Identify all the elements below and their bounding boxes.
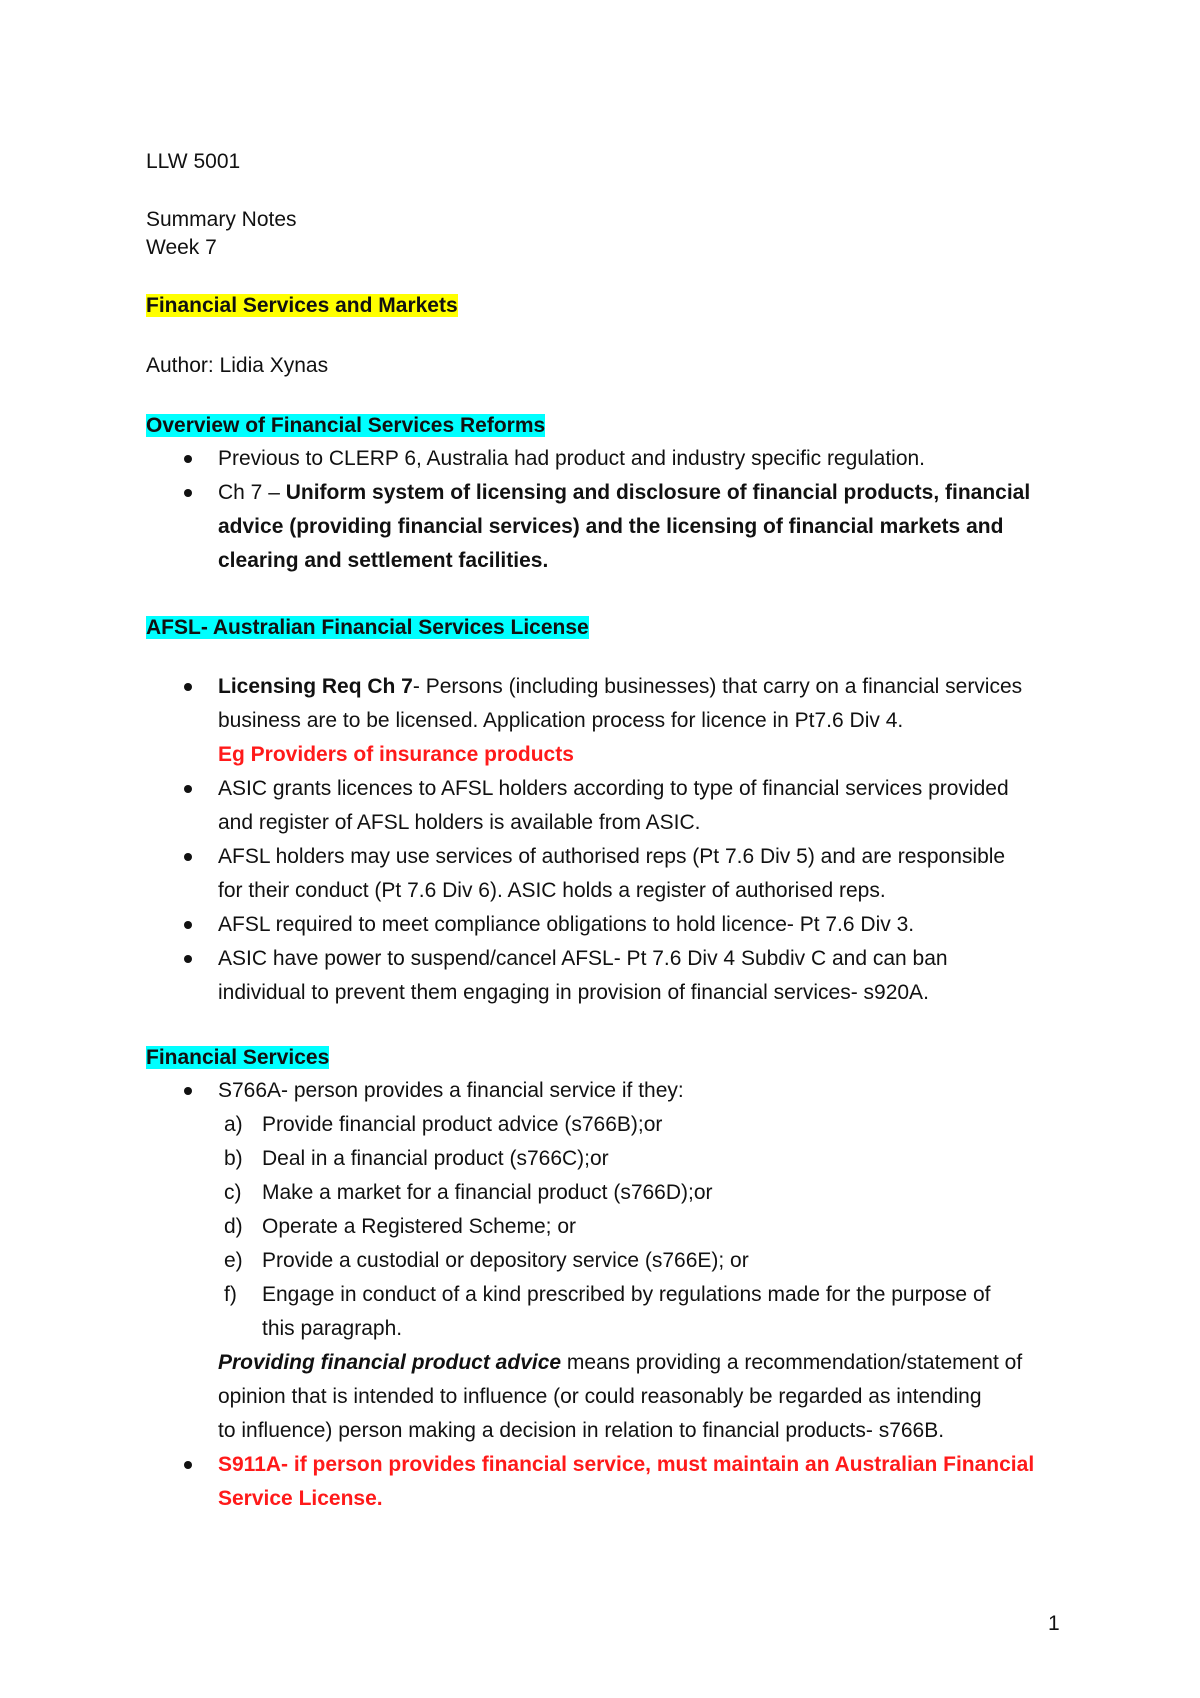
fs-definition-line-2: opinion that is intended to influence (or could reasonably be regarded as intending (218, 1385, 982, 1408)
fs-heading (146, 1044, 329, 1072)
afsl-bullet-1-line-2: business are to be licensed. Application process for licence in Pt7.6 Div 4. (218, 709, 904, 732)
list-item: Provide a custodial or depository service (s766E); or (262, 1249, 749, 1272)
afsl-bullet-2: ASIC grants licences to AFSL holders according to type of financial services provided (218, 777, 1009, 800)
overview-heading (146, 412, 545, 440)
bullet-icon (184, 853, 192, 861)
page-number: 1 (1048, 1612, 1060, 1635)
doc-subtitle: Summary Notes (146, 208, 297, 231)
fs-bullet-1: S766A- person provides a financial service if they: (218, 1079, 684, 1102)
author-line: Author: Lidia Xynas (146, 354, 329, 377)
overview-bullet-2 (218, 476, 1030, 510)
bullet-icon (184, 1087, 192, 1095)
afsl-heading-text: AFSL- Australian Financial Services License (146, 616, 589, 639)
topic-heading-text: Financial Services and Markets (146, 294, 458, 317)
list-letter: c) (224, 1181, 242, 1204)
list-item: Make a market for a financial product (s766D);or (262, 1181, 713, 1204)
overview-bullet-1: Previous to CLERP 6, Australia had product and industry specific regulation. (218, 447, 926, 470)
afsl-bullet-5-line-2: individual to prevent them engaging in provision of financial services- s920A. (218, 981, 929, 1004)
list-item-continuation: this paragraph. (262, 1317, 403, 1340)
course-code: LLW 5001 (146, 150, 241, 173)
list-letter: b) (224, 1147, 243, 1170)
bullet-icon (184, 785, 192, 793)
bullet-icon (184, 955, 192, 963)
overview-b2-prefix: Ch 7 – (218, 481, 286, 504)
afsl-bullet-5: ASIC have power to suspend/cancel AFSL- Pt 7.6 Div 4 Subdiv C and can ban (218, 947, 948, 970)
list-letter: f) (224, 1283, 237, 1306)
bullet-icon (184, 489, 192, 497)
bullet-icon (184, 1461, 192, 1469)
overview-b2-bold: Uniform system of licensing and disclosure of financial products, financial (285, 481, 1031, 504)
afsl-bullet-1-example: Eg Providers of insurance products (218, 743, 574, 766)
bullet-icon (184, 683, 192, 691)
bullet-icon (184, 455, 192, 463)
afsl-bullet-2-line-2: and register of AFSL holders is available from ASIC. (218, 811, 701, 834)
fs-definition-term: Providing financial product advice (218, 1351, 562, 1374)
list-item: Provide financial product advice (s766B);or (262, 1113, 663, 1136)
overview-bullet-2-line-2: advice (providing financial services) and the licensing of financial markets and (218, 515, 1004, 538)
fs-heading-text: Financial Services (146, 1046, 330, 1069)
afsl-heading (146, 614, 589, 642)
week-label: Week 7 (146, 236, 217, 259)
list-item: Deal in a financial product (s766C);or (262, 1147, 609, 1170)
list-letter: e) (224, 1249, 243, 1272)
fs-definition (218, 1346, 1022, 1380)
overview-heading-text: Overview of Financial Services Reforms (146, 414, 546, 437)
overview-bullet-2-line-3: clearing and settlement facilities. (218, 549, 549, 572)
list-letter: a) (224, 1113, 243, 1136)
fs-definition-text: means providing a recommendation/statement of (561, 1351, 1023, 1374)
list-item: Operate a Registered Scheme; or (262, 1215, 576, 1238)
afsl-bullet-4: AFSL required to meet compliance obligations to hold licence- Pt 7.6 Div 3. (218, 913, 915, 936)
afsl-bullet-1 (218, 670, 1022, 704)
list-letter: d) (224, 1215, 243, 1238)
list-item: Engage in conduct of a kind prescribed by regulations made for the purpose of (262, 1283, 991, 1306)
fs-bullet-2: S911A- if person provides financial service, must maintain an Australian Financial (218, 1453, 1035, 1476)
bullet-icon (184, 921, 192, 929)
afsl-b1-bold: Licensing Req Ch 7 (218, 675, 413, 698)
fs-definition-line-3: to influence) person making a decision in relation to financial products- s766B. (218, 1419, 945, 1442)
afsl-bullet-3: AFSL holders may use services of authorised reps (Pt 7.6 Div 5) and are responsible (218, 845, 1006, 868)
fs-bullet-2-line-2: Service License. (218, 1487, 383, 1510)
afsl-b1-text: - Persons (including businesses) that carry on a financial services (412, 675, 1023, 698)
afsl-bullet-3-line-2: for their conduct (Pt 7.6 Div 6). ASIC holds a register of authorised reps. (218, 879, 886, 902)
topic-heading (146, 292, 458, 320)
